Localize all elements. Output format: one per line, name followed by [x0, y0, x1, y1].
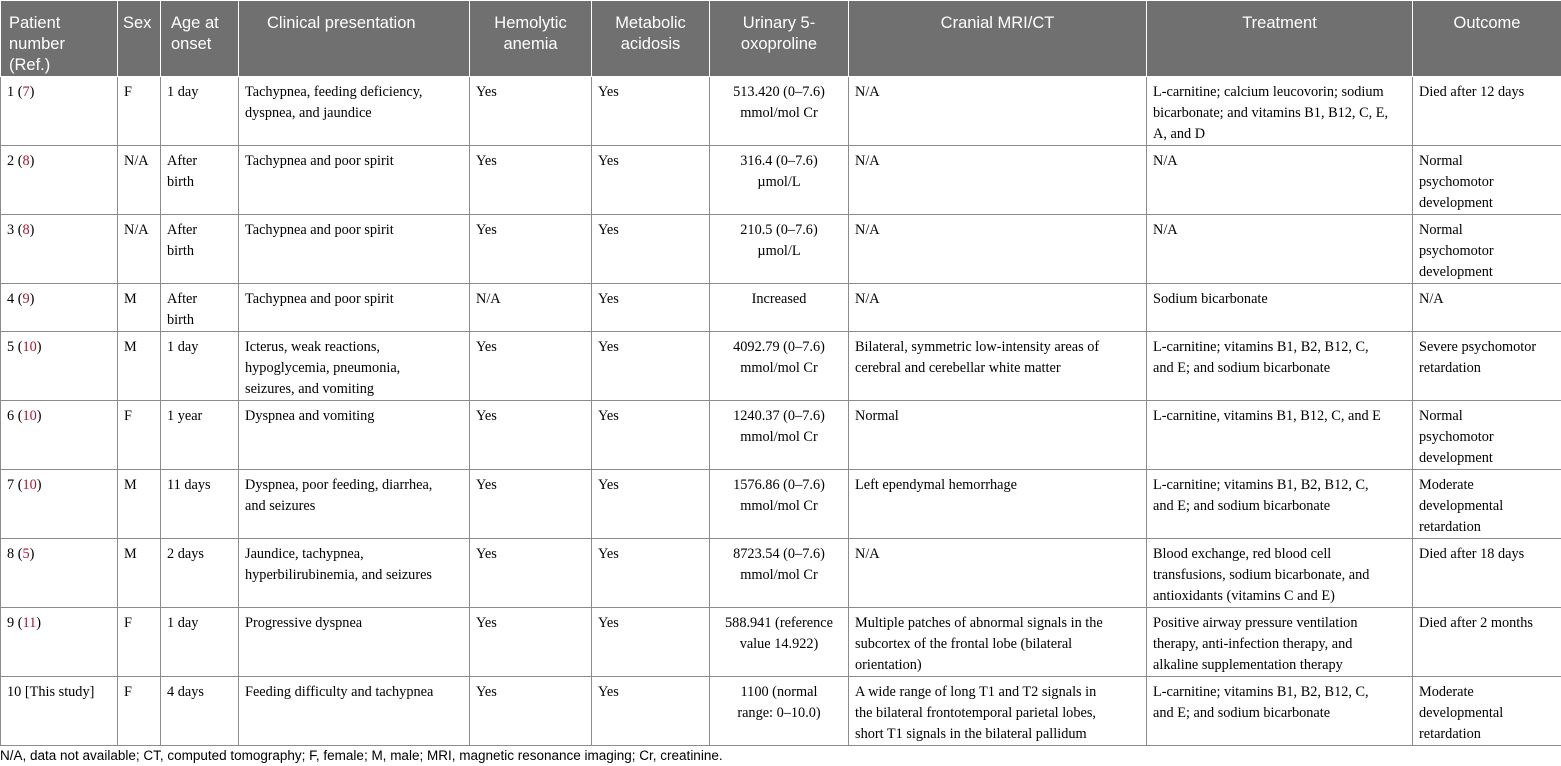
cell-patient-number: 9 (11): [1, 608, 118, 677]
cell-patient-number: 3 (8): [1, 215, 118, 284]
cell-hemolytic-anemia: N/A: [470, 284, 592, 332]
reference-link[interactable]: 7: [22, 84, 30, 100]
table-row: [1, 146, 1561, 215]
cell-cranial-mri-ct: N/A: [849, 284, 1147, 332]
cell-urinary-oxoproline: 513.420 (0–7.6) mmol/mol Cr: [710, 77, 849, 146]
cell-patient-number: 2 (8): [1, 146, 118, 215]
cell-treatment: N/A: [1147, 146, 1413, 215]
cell-metabolic-acidosis: Yes: [592, 539, 710, 608]
cell-hemolytic-anemia: Yes: [470, 608, 592, 677]
cell-age-at-onset: 1 day: [161, 77, 239, 146]
reference-link[interactable]: 11: [22, 615, 37, 631]
cell-clinical-presentation: Dyspnea, poor feeding, diarrhea, and seizures: [239, 470, 470, 539]
cell-hemolytic-anemia: Yes: [470, 77, 592, 146]
table-footnote: N/A, data not available; CT, computed tomography; F, female; M, male; MRI, magnetic resonance imaging; Cr, creatinine.: [0, 748, 723, 763]
cell-metabolic-acidosis: Yes: [592, 215, 710, 284]
cell-sex: F: [118, 677, 161, 746]
table-body: [1, 77, 1561, 746]
cell-cranial-mri-ct: A wide range of long T1 and T2 signals in the bilateral frontotemporal parietal lobes, short T1 signals in the bilateral pallidum: [849, 677, 1147, 746]
cell-urinary-oxoproline: 1576.86 (0–7.6) mmol/mol Cr: [710, 470, 849, 539]
cell-clinical-presentation: Tachypnea and poor spirit: [239, 284, 470, 332]
cell-cranial-mri-ct: N/A: [849, 539, 1147, 608]
cell-treatment: L-carnitine; vitamins B1, B2, B12, C, and E; and sodium bicarbonate: [1147, 677, 1413, 746]
table-row: [1, 284, 1561, 332]
table-row: [1, 608, 1561, 677]
cell-metabolic-acidosis: Yes: [592, 401, 710, 470]
table-row: [1, 332, 1561, 401]
cell-treatment: L-carnitine, vitamins B1, B12, C, and E: [1147, 401, 1413, 470]
cell-outcome: N/A: [1413, 284, 1561, 332]
cell-patient-number: 1 (7): [1, 77, 118, 146]
cell-clinical-presentation: Tachypnea, feeding deficiency, dyspnea, and jaundice: [239, 77, 470, 146]
cell-age-at-onset: After birth: [161, 215, 239, 284]
cell-sex: M: [118, 470, 161, 539]
table-row: [1, 539, 1561, 608]
table-row: [1, 677, 1561, 746]
cell-hemolytic-anemia: Yes: [470, 146, 592, 215]
table-row: [1, 77, 1561, 146]
cell-clinical-presentation: Dyspnea and vomiting: [239, 401, 470, 470]
cell-clinical-presentation: Progressive dyspnea: [239, 608, 470, 677]
cell-urinary-oxoproline: 8723.54 (0–7.6) mmol/mol Cr: [710, 539, 849, 608]
reference-link[interactable]: 10: [22, 477, 37, 493]
cell-outcome: Died after 18 days: [1413, 539, 1561, 608]
cell-treatment: Blood exchange, red blood cell transfusions, sodium bicarbonate, and antioxidants (vitamins C and E): [1147, 539, 1413, 608]
cell-patient-number: 8 (5): [1, 539, 118, 608]
cell-cranial-mri-ct: N/A: [849, 146, 1147, 215]
cell-patient-number: 4 (9): [1, 284, 118, 332]
cell-hemolytic-anemia: Yes: [470, 677, 592, 746]
header-patient-number: Patient number (Ref.): [1, 1, 118, 77]
cell-age-at-onset: 4 days: [161, 677, 239, 746]
cell-cranial-mri-ct: Bilateral, symmetric low-intensity areas of cerebral and cerebellar white matter: [849, 332, 1147, 401]
cell-urinary-oxoproline: 1240.37 (0–7.6) mmol/mol Cr: [710, 401, 849, 470]
cell-cranial-mri-ct: Normal: [849, 401, 1147, 470]
cell-metabolic-acidosis: Yes: [592, 284, 710, 332]
cell-treatment: L-carnitine; vitamins B1, B2, B12, C, and E; and sodium bicarbonate: [1147, 470, 1413, 539]
reference-link[interactable]: 8: [22, 222, 30, 238]
cell-hemolytic-anemia: Yes: [470, 539, 592, 608]
cell-urinary-oxoproline: 316.4 (0–7.6) µmol/L: [710, 146, 849, 215]
cell-patient-number: 10 [This study]: [1, 677, 118, 746]
cell-metabolic-acidosis: Yes: [592, 470, 710, 539]
cell-outcome: Died after 12 days: [1413, 77, 1561, 146]
header-urinary-oxoproline: Urinary 5- oxoproline: [710, 1, 849, 77]
cell-metabolic-acidosis: Yes: [592, 332, 710, 401]
reference-link[interactable]: 10: [22, 408, 37, 424]
cell-treatment: L-carnitine; calcium leucovorin; sodium bicarbonate; and vitamins B1, B12, C, E, A, and D: [1147, 77, 1413, 146]
cell-age-at-onset: 1 day: [161, 332, 239, 401]
cell-urinary-oxoproline: Increased: [710, 284, 849, 332]
cell-patient-number: 5 (10): [1, 332, 118, 401]
cell-outcome: Severe psychomotor retardation: [1413, 332, 1561, 401]
cell-metabolic-acidosis: Yes: [592, 677, 710, 746]
cell-treatment: L-carnitine; vitamins B1, B2, B12, C, and E; and sodium bicarbonate: [1147, 332, 1413, 401]
header-hemolytic-anemia: Hemolytic anemia: [470, 1, 592, 77]
cell-sex: F: [118, 401, 161, 470]
cell-patient-number: 7 (10): [1, 470, 118, 539]
cell-sex: N/A: [118, 215, 161, 284]
cell-urinary-oxoproline: 1100 (normal range: 0–10.0): [710, 677, 849, 746]
cell-clinical-presentation: Jaundice, tachypnea, hyperbilirubinemia, and seizures: [239, 539, 470, 608]
cell-age-at-onset: After birth: [161, 146, 239, 215]
cell-outcome: Moderate developmental retardation: [1413, 677, 1561, 746]
cell-treatment: N/A: [1147, 215, 1413, 284]
cell-treatment: Positive airway pressure ventilation therapy, anti-infection therapy, and alkaline supplementation therapy: [1147, 608, 1413, 677]
cell-metabolic-acidosis: Yes: [592, 77, 710, 146]
header-row: [1, 1, 1561, 77]
cell-sex: M: [118, 284, 161, 332]
header-treatment: Treatment: [1147, 1, 1413, 77]
cell-age-at-onset: 1 day: [161, 608, 239, 677]
cell-hemolytic-anemia: Yes: [470, 215, 592, 284]
reference-link[interactable]: 5: [22, 546, 30, 562]
cell-sex: M: [118, 332, 161, 401]
reference-link[interactable]: 8: [22, 153, 30, 169]
cell-metabolic-acidosis: Yes: [592, 608, 710, 677]
reference-link[interactable]: 10: [22, 339, 37, 355]
header-outcome: Outcome: [1413, 1, 1561, 77]
cell-age-at-onset: 2 days: [161, 539, 239, 608]
cell-hemolytic-anemia: Yes: [470, 401, 592, 470]
cell-clinical-presentation: Tachypnea and poor spirit: [239, 215, 470, 284]
cell-sex: F: [118, 608, 161, 677]
cell-treatment: Sodium bicarbonate: [1147, 284, 1413, 332]
cell-sex: N/A: [118, 146, 161, 215]
cell-urinary-oxoproline: 588.941 (reference value 14.922): [710, 608, 849, 677]
header-age-at-onset: Age at onset: [161, 1, 239, 77]
cell-cranial-mri-ct: Left ependymal hemorrhage: [849, 470, 1147, 539]
cell-hemolytic-anemia: Yes: [470, 470, 592, 539]
cell-clinical-presentation: Icterus, weak reactions, hypoglycemia, pneumonia, seizures, and vomiting: [239, 332, 470, 401]
cell-urinary-oxoproline: 4092.79 (0–7.6) mmol/mol Cr: [710, 332, 849, 401]
cell-outcome: Normal psychomotor development: [1413, 146, 1561, 215]
header-sex: Sex: [118, 1, 161, 77]
header-cranial-mri-ct: Cranial MRI/CT: [849, 1, 1147, 77]
cell-hemolytic-anemia: Yes: [470, 332, 592, 401]
cell-age-at-onset: 11 days: [161, 470, 239, 539]
cell-cranial-mri-ct: Multiple patches of abnormal signals in the subcortex of the frontal lobe (bilateral orientation): [849, 608, 1147, 677]
table-row: [1, 215, 1561, 284]
header-clinical-presentation: Clinical presentation: [239, 1, 470, 77]
cell-outcome: Normal psychomotor development: [1413, 215, 1561, 284]
cell-patient-number: 6 (10): [1, 401, 118, 470]
reference-link[interactable]: 9: [22, 291, 30, 307]
cell-cranial-mri-ct: N/A: [849, 77, 1147, 146]
cell-age-at-onset: After birth: [161, 284, 239, 332]
cell-sex: M: [118, 539, 161, 608]
cell-outcome: Died after 2 months: [1413, 608, 1561, 677]
cell-outcome: Moderate developmental retardation: [1413, 470, 1561, 539]
cell-urinary-oxoproline: 210.5 (0–7.6) µmol/L: [710, 215, 849, 284]
header-metabolic-acidosis: Metabolic acidosis: [592, 1, 710, 77]
table-row: [1, 401, 1561, 470]
cell-clinical-presentation: Tachypnea and poor spirit: [239, 146, 470, 215]
table-row: [1, 470, 1561, 539]
cell-outcome: Normal psychomotor development: [1413, 401, 1561, 470]
cell-sex: F: [118, 77, 161, 146]
cell-clinical-presentation: Feeding difficulty and tachypnea: [239, 677, 470, 746]
cell-age-at-onset: 1 year: [161, 401, 239, 470]
cell-metabolic-acidosis: Yes: [592, 146, 710, 215]
cell-cranial-mri-ct: N/A: [849, 215, 1147, 284]
